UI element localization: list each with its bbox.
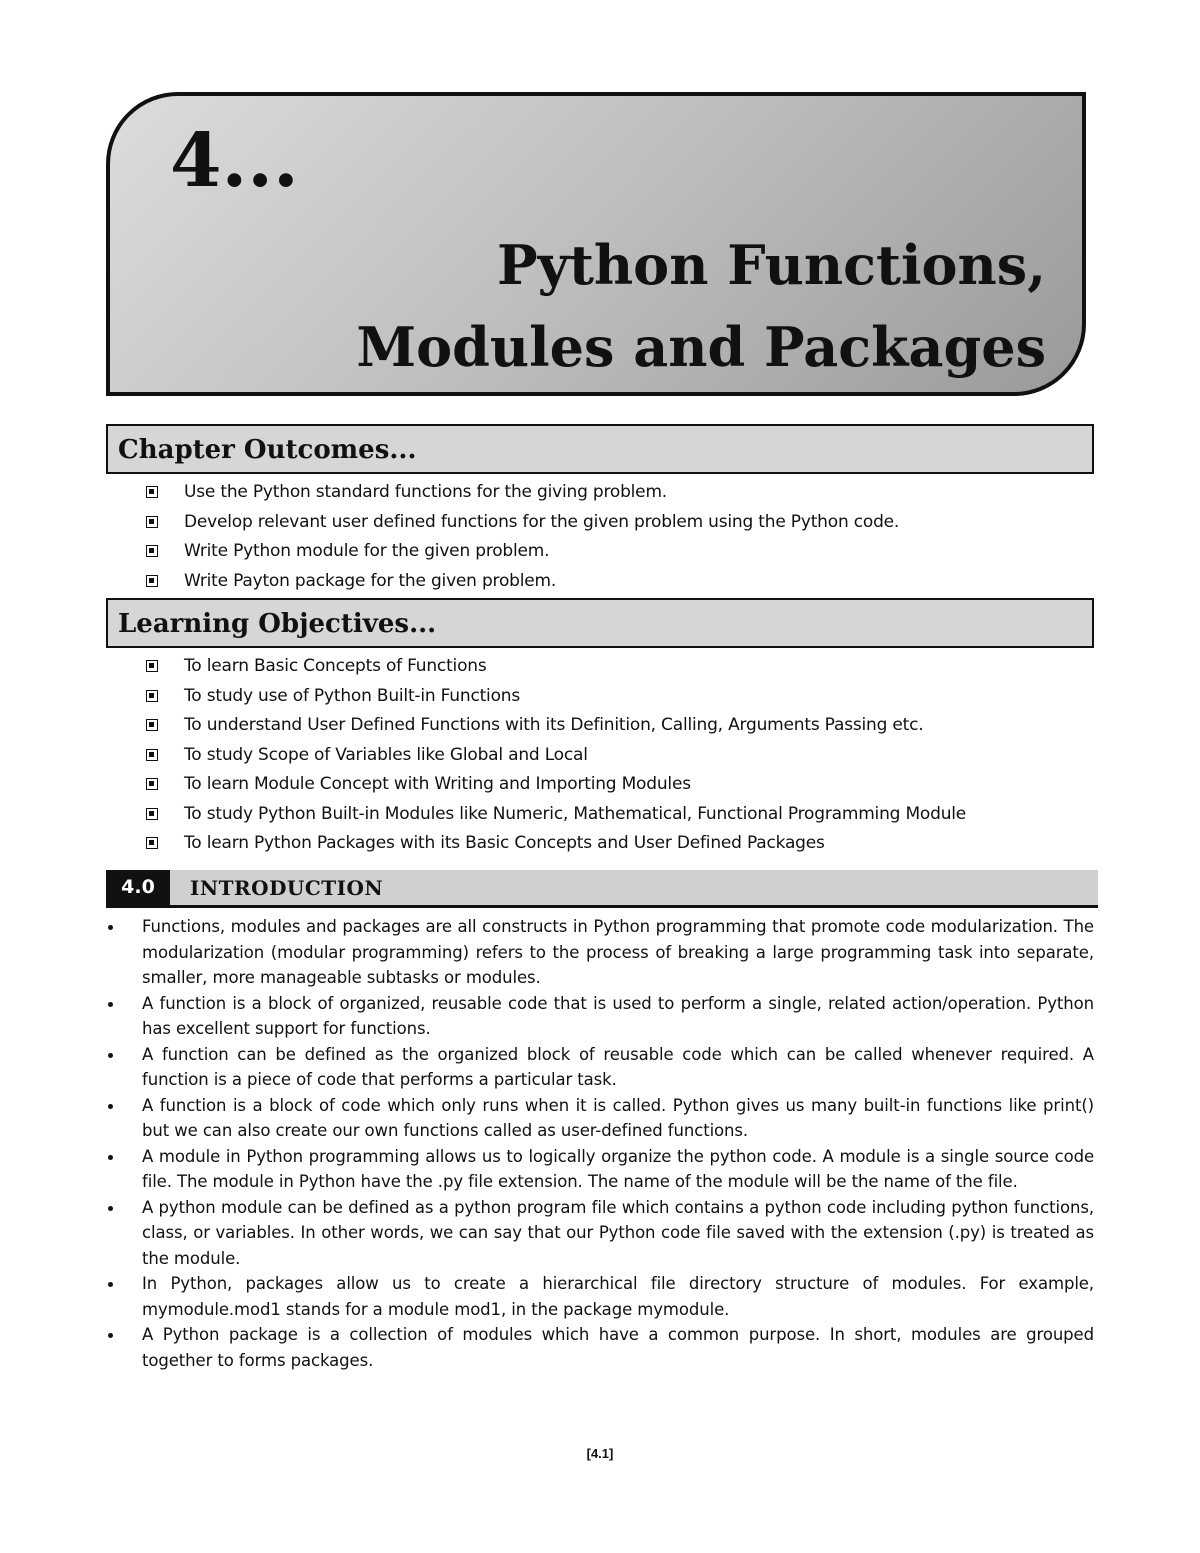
chapter-title [356,224,1046,388]
list-item: A Python package is a collection of modules which have a common purpose. In short, modules are grouped together to forms packages. [106,1322,1094,1373]
list-item: A module in Python programming allows us to logically organize the python code. A module is a single source code file. The module in Python have the .py file extension. The name of the module will be the name of the file. [106,1144,1094,1195]
list-item: Write Payton package for the given problem. [146,567,899,597]
square-bullet-icon [146,837,158,849]
list-item: A function can be defined as the organized block of reusable code which can be called whenever required. A function is a piece of code that performs a particular task. [106,1042,1094,1093]
list-item: To study Python Built-in Modules like Numeric, Mathematical, Functional Programming Module [146,800,966,830]
section-number: 4.0 [106,870,170,905]
learning-objectives-list [146,652,966,859]
chapter-banner [106,92,1086,396]
bullet-dot-icon [108,1333,113,1338]
list-item: Functions, modules and packages are all constructs in Python programming that promote code modularization. The modularization (modular programming) refers to the process of breaking a large programming task into separate, smaller, more manageable subtasks or modules. [106,914,1094,991]
chapter-number: 4... [170,118,299,204]
list-item: Use the Python standard functions for the giving problem. [146,478,899,508]
square-bullet-icon [146,660,158,672]
square-bullet-icon [146,808,158,820]
bullet-dot-icon [108,1282,113,1287]
introduction-list [106,914,1094,1373]
list-item: A function is a block of organized, reusable code that is used to perform a single, related action/operation. Python has excellent support for functions. [106,991,1094,1042]
square-bullet-icon [146,516,158,528]
bullet-dot-icon [108,1104,113,1109]
square-bullet-icon [146,719,158,731]
chapter-outcomes-list [146,478,899,596]
page-number: [4.1] [586,1446,614,1461]
chapter-outcomes-heading: Chapter Outcomes... [106,424,1094,474]
list-item: Develop relevant user defined functions for the given problem using the Python code. [146,508,899,538]
chapter-title-line1: Python Functions, [497,233,1046,297]
bullet-dot-icon [108,925,113,930]
bullet-dot-icon [108,1155,113,1160]
square-bullet-icon [146,749,158,761]
section-title: INTRODUCTION [190,876,384,900]
list-item: A function is a block of code which only runs when it is called. Python gives us many built-in functions like print() but we can also create our own functions called as user-defined functions. [106,1093,1094,1144]
list-item: To learn Basic Concepts of Functions [146,652,966,682]
learning-objectives-heading: Learning Objectives... [106,598,1094,648]
bullet-dot-icon [108,1206,113,1211]
list-item: Write Python module for the given problem. [146,537,899,567]
list-item: To learn Module Concept with Writing and Importing Modules [146,770,966,800]
chapter-title-line2: Modules and Packages [356,315,1046,379]
square-bullet-icon [146,778,158,790]
introduction-section-bar [106,870,1098,908]
square-bullet-icon [146,690,158,702]
square-bullet-icon [146,486,158,498]
bullet-dot-icon [108,1053,113,1058]
list-item: To study use of Python Built-in Functions [146,682,966,712]
list-item: In Python, packages allow us to create a hierarchical file directory structure of modules. For example, mymodule.mod1 stands for a module mod1, in the package mymodule. [106,1271,1094,1322]
square-bullet-icon [146,575,158,587]
list-item: To learn Python Packages with its Basic Concepts and User Defined Packages [146,829,966,859]
list-item: To study Scope of Variables like Global and Local [146,741,966,771]
list-item: To understand User Defined Functions with its Definition, Calling, Arguments Passing etc. [146,711,966,741]
square-bullet-icon [146,545,158,557]
bullet-dot-icon [108,1002,113,1007]
list-item: A python module can be defined as a python program file which contains a python code including python functions, class, or variables. In other words, we can say that our Python code file saved with the extension (.py) is treated as the module. [106,1195,1094,1272]
